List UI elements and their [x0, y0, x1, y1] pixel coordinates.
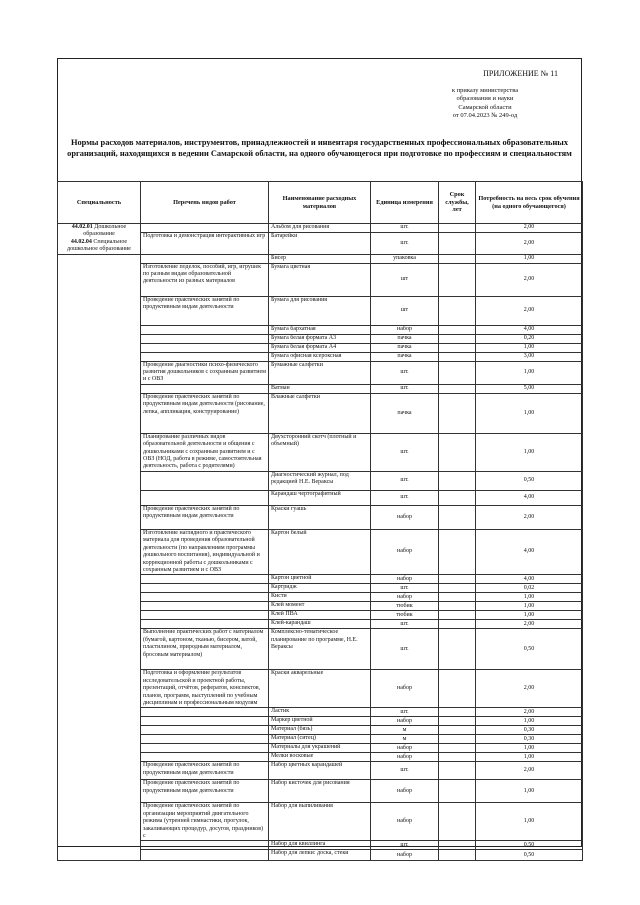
- quantity-cell: 1,00: [476, 361, 583, 384]
- material-cell: Набор для выпиливания: [269, 803, 371, 841]
- work-cell: [141, 471, 269, 490]
- quantity-cell: 1,00: [476, 753, 583, 762]
- quantity-cell: 3,00: [476, 352, 583, 361]
- material-cell: Клей-карандаш: [269, 620, 371, 629]
- quantity-cell: 4,00: [476, 325, 583, 334]
- unit-cell: тюбик: [371, 611, 439, 620]
- quantity-cell: 5,00: [476, 384, 583, 393]
- material-cell: Бумага для рисования: [269, 296, 371, 325]
- specialty-code: 44.02.04: [70, 238, 92, 245]
- material-cell: Картон белый: [269, 529, 371, 574]
- work-cell: Проведение практических занятий по продуктивным видам деятельности: [141, 505, 269, 529]
- quantity-cell: 2,00: [476, 762, 583, 780]
- table-header-row: [58, 182, 583, 224]
- specialty-cell: [58, 224, 141, 255]
- unit-cell: шт.: [371, 361, 439, 384]
- order-line: от 07.04.2023 № 249-од: [452, 112, 518, 120]
- work-cell: [141, 602, 269, 611]
- norms-table: [57, 181, 583, 861]
- unit-cell: набор: [371, 780, 439, 803]
- specialty-name: Специальное дошкольное образование: [67, 238, 131, 253]
- order-line: Самарской области: [458, 103, 512, 111]
- term-cell: [439, 620, 476, 629]
- table-body: [58, 224, 583, 861]
- quantity-cell: 0,50: [476, 629, 583, 670]
- work-cell: Выполнение практических работ с материалом (бумагой, картоном, тканью, бисером, ватой, пластилином, природным материалом, бросовым материалом): [141, 629, 269, 670]
- work-cell: [141, 717, 269, 726]
- quantity-cell: 1,00: [476, 717, 583, 726]
- work-cell: [141, 611, 269, 620]
- material-cell: Влажные салфетки: [269, 393, 371, 433]
- work-cell: [141, 850, 269, 861]
- material-cell: Карандаш чертографитный: [269, 490, 371, 505]
- term-cell: [439, 254, 476, 263]
- term-cell: [439, 629, 476, 670]
- quantity-cell: 2,00: [476, 670, 583, 708]
- term-cell: [439, 361, 476, 384]
- material-cell: Картридж: [269, 584, 371, 593]
- material-cell: Бумага белая формата А3: [269, 334, 371, 343]
- unit-cell: пачка: [371, 352, 439, 361]
- work-cell: Изготовление наглядного и практического материала для проведения образовательной деятельности (по направлениям программы дошкольного воспитания), индивидуальной и коррекционной работы с дошкольниками с сохранным развитием и с ОВЗ: [141, 529, 269, 574]
- material-cell: Набор кисточек для рисования: [269, 780, 371, 803]
- table-row: [58, 224, 583, 233]
- unit-cell: шт.: [371, 629, 439, 670]
- order-line: к приказу министерства: [451, 87, 519, 94]
- quantity-cell: 2,00: [476, 620, 583, 629]
- order-line: образования и науки: [456, 95, 514, 103]
- work-cell: Проведение практических занятий по продуктивным видам деятельности: [141, 296, 269, 325]
- work-cell: Проведение практических занятий по продуктивным видам деятельности (рисование, лепка, аппликация, конструирование): [141, 393, 269, 433]
- work-cell: [141, 753, 269, 762]
- term-cell: [439, 670, 476, 708]
- term-cell: [439, 602, 476, 611]
- term-cell: [439, 735, 476, 744]
- material-cell: Двухсторонний скотч (плотный и объемный): [269, 433, 371, 471]
- material-cell: Краски гуашь: [269, 505, 371, 529]
- term-cell: [439, 803, 476, 841]
- unit-cell: набор: [371, 325, 439, 334]
- quantity-cell: 0,30: [476, 726, 583, 735]
- quantity-cell: 0,50: [476, 850, 583, 861]
- term-cell: [439, 717, 476, 726]
- term-cell: [439, 850, 476, 861]
- quantity-cell: 4,00: [476, 575, 583, 584]
- term-cell: [439, 780, 476, 803]
- material-cell: Набор для лепки: доска, стеки: [269, 850, 371, 861]
- unit-cell: набор: [371, 593, 439, 602]
- term-cell: [439, 325, 476, 334]
- term-cell: [439, 296, 476, 325]
- quantity-cell: 1,00: [476, 343, 583, 352]
- material-cell: Батарейки: [269, 233, 371, 254]
- unit-cell: шт.: [371, 708, 439, 717]
- quantity-cell: 1,00: [476, 611, 583, 620]
- unit-cell: набор: [371, 529, 439, 574]
- unit-cell: шт: [371, 296, 439, 325]
- unit-cell: тюбик: [371, 602, 439, 611]
- unit-cell: шт.: [371, 433, 439, 471]
- unit-cell: шт.: [371, 584, 439, 593]
- material-cell: Бумага белая формата А4: [269, 343, 371, 352]
- material-cell: Кисти: [269, 593, 371, 602]
- term-cell: [439, 726, 476, 735]
- term-cell: [439, 352, 476, 361]
- unit-cell: шт.: [371, 233, 439, 254]
- work-cell: Проведение практических занятий по продуктивным видам деятельности: [141, 762, 269, 780]
- term-cell: [439, 762, 476, 780]
- unit-cell: шт.: [371, 224, 439, 233]
- work-cell: [141, 384, 269, 393]
- work-cell: [141, 726, 269, 735]
- term-cell: [439, 224, 476, 233]
- column-header: Единица измерения: [371, 182, 439, 224]
- column-header: Специальность: [58, 182, 141, 224]
- quantity-cell: 4,00: [476, 490, 583, 505]
- table-row: [58, 254, 583, 263]
- term-cell: [439, 343, 476, 352]
- quantity-cell: 1,00: [476, 433, 583, 471]
- work-cell: [141, 334, 269, 343]
- unit-cell: набор: [371, 753, 439, 762]
- quantity-cell: 1,00: [476, 780, 583, 803]
- work-cell: [141, 841, 269, 850]
- quantity-cell: 2,00: [476, 233, 583, 254]
- unit-cell: набор: [371, 744, 439, 753]
- material-cell: Маркер цветной: [269, 717, 371, 726]
- material-cell: Мелки восковые: [269, 753, 371, 762]
- material-cell: Ластик: [269, 708, 371, 717]
- material-cell: Набор цветных карандашей: [269, 762, 371, 780]
- appendix-label: ПРИЛОЖЕНИЕ № 11: [483, 69, 558, 78]
- term-cell: [439, 233, 476, 254]
- column-header: Перечень видов работ: [141, 182, 269, 224]
- quantity-cell: 4,00: [476, 529, 583, 574]
- work-cell: [141, 224, 269, 233]
- term-cell: [439, 708, 476, 717]
- specialty-name: Дошкольное образование: [83, 224, 127, 238]
- unit-cell: набор: [371, 575, 439, 584]
- work-cell: [141, 708, 269, 717]
- term-cell: [439, 433, 476, 471]
- quantity-cell: 1,00: [476, 393, 583, 433]
- column-header: Срок службы, лет: [439, 182, 476, 224]
- unit-cell: м: [371, 726, 439, 735]
- unit-cell: шт.: [371, 490, 439, 505]
- material-cell: Диагностический журнал, под редакцией Н.Е. Вераксы: [269, 471, 371, 490]
- quantity-cell: 2,00: [476, 224, 583, 233]
- unit-cell: шт.: [371, 471, 439, 490]
- material-cell: Набор для квиллинга: [269, 841, 371, 850]
- term-cell: [439, 584, 476, 593]
- work-cell: [141, 575, 269, 584]
- quantity-cell: 2,00: [476, 708, 583, 717]
- material-cell: Бумага офисная ксероксная: [269, 352, 371, 361]
- term-cell: [439, 471, 476, 490]
- work-cell: Планирование различных видов образовательной деятельности и общения с дошкольниками с сохранным развитием и с ОВЗ (НОД, работа в режиме, самостоятельная деятельность, работа с родителями): [141, 433, 269, 471]
- quantity-cell: 2,00: [476, 505, 583, 529]
- material-cell: Альбом для рисования: [269, 224, 371, 233]
- material-cell: Бумага цветная: [269, 263, 371, 296]
- work-cell: Проведение практических занятий по продуктивным видам деятельности: [141, 780, 269, 803]
- unit-cell: м: [371, 735, 439, 744]
- material-cell: Клей момент: [269, 602, 371, 611]
- unit-cell: шт.: [371, 841, 439, 850]
- material-cell: Материал (бязь): [269, 726, 371, 735]
- material-cell: Картон цветной: [269, 575, 371, 584]
- unit-cell: шт.: [371, 620, 439, 629]
- material-cell: Ватман: [269, 384, 371, 393]
- specialty-code: 44.02.01: [71, 224, 93, 230]
- order-reference: [405, 87, 565, 121]
- unit-cell: упаковка: [371, 254, 439, 263]
- work-cell: [141, 254, 269, 263]
- term-cell: [439, 334, 476, 343]
- work-cell: [141, 744, 269, 753]
- quantity-cell: 2,00: [476, 296, 583, 325]
- term-cell: [439, 744, 476, 753]
- quantity-cell: 0,50: [476, 841, 583, 850]
- unit-cell: пачка: [371, 343, 439, 352]
- work-cell: [141, 325, 269, 334]
- work-cell: [141, 584, 269, 593]
- work-cell: Подготовка и оформление результатов исследовательской и проектной работы, презентаций, отчётов, рефератов, конспектов, планов, программ, выступлений по учебным дисциплинам и профессиональным модулям: [141, 670, 269, 708]
- work-cell: [141, 352, 269, 361]
- quantity-cell: 1,00: [476, 803, 583, 841]
- work-cell: Проведение диагностики психо-физического развития дошкольников с сохранным развитием и с ОВЗ: [141, 361, 269, 384]
- work-cell: [141, 620, 269, 629]
- quantity-cell: 0,50: [476, 471, 583, 490]
- material-cell: Бисер: [269, 254, 371, 263]
- material-cell: Краски акварельные: [269, 670, 371, 708]
- quantity-cell: 0,30: [476, 735, 583, 744]
- quantity-cell: 1,00: [476, 593, 583, 602]
- term-cell: [439, 841, 476, 850]
- material-cell: Бумажные салфетки: [269, 361, 371, 384]
- unit-cell: шт: [371, 263, 439, 296]
- unit-cell: пачка: [371, 334, 439, 343]
- specialty-cell-empty: [58, 254, 141, 861]
- work-cell: [141, 490, 269, 505]
- unit-cell: набор: [371, 670, 439, 708]
- unit-cell: шт.: [371, 384, 439, 393]
- quantity-cell: 1,00: [476, 254, 583, 263]
- quantity-cell: 0,02: [476, 584, 583, 593]
- material-cell: Комплексно-тематическое планирование по программе, Н.Е. Вераксы: [269, 629, 371, 670]
- term-cell: [439, 529, 476, 574]
- unit-cell: шт.: [371, 762, 439, 780]
- column-header: Потребность на весь срок обучения (на одного обучающегося): [476, 182, 583, 224]
- quantity-cell: 2,00: [476, 263, 583, 296]
- work-cell: Проведение практических занятий по организации мероприятий двигательного режима (утренней гимнастики, прогулок, закаливающих процедур, досугов, праздников) с: [141, 803, 269, 841]
- term-cell: [439, 611, 476, 620]
- unit-cell: набор: [371, 803, 439, 841]
- material-cell: Бумага бархатная: [269, 325, 371, 334]
- term-cell: [439, 753, 476, 762]
- work-cell: Подготовка и демонстрация интерактивных игр: [141, 233, 269, 254]
- term-cell: [439, 490, 476, 505]
- work-cell: [141, 735, 269, 744]
- material-cell: Материалы для украшений: [269, 744, 371, 753]
- work-cell: [141, 343, 269, 352]
- unit-cell: набор: [371, 717, 439, 726]
- term-cell: [439, 593, 476, 602]
- term-cell: [439, 263, 476, 296]
- term-cell: [439, 384, 476, 393]
- unit-cell: набор: [371, 850, 439, 861]
- quantity-cell: 1,00: [476, 744, 583, 753]
- work-cell: [141, 593, 269, 602]
- quantity-cell: 1,00: [476, 602, 583, 611]
- column-header: Наименование расходных материалов: [269, 182, 371, 224]
- material-cell: Клей ПВА: [269, 611, 371, 620]
- material-cell: Материал (ситец): [269, 735, 371, 744]
- term-cell: [439, 505, 476, 529]
- term-cell: [439, 575, 476, 584]
- document-title: Нормы расходов материалов, инструментов, принадлежностей и инвентаря государственных профессиональных образовательных организаций, находящихся в ведении Самарской области, на одного обучающегося при подготовке по профессиям и специальностям: [67, 138, 572, 158]
- term-cell: [439, 393, 476, 433]
- unit-cell: набор: [371, 505, 439, 529]
- quantity-cell: 0,20: [476, 334, 583, 343]
- unit-cell: пачка: [371, 393, 439, 433]
- work-cell: Изготовление поделок, пособий, игр, игрушек по разным видам образовательной деятельности из разных материалов: [141, 263, 269, 296]
